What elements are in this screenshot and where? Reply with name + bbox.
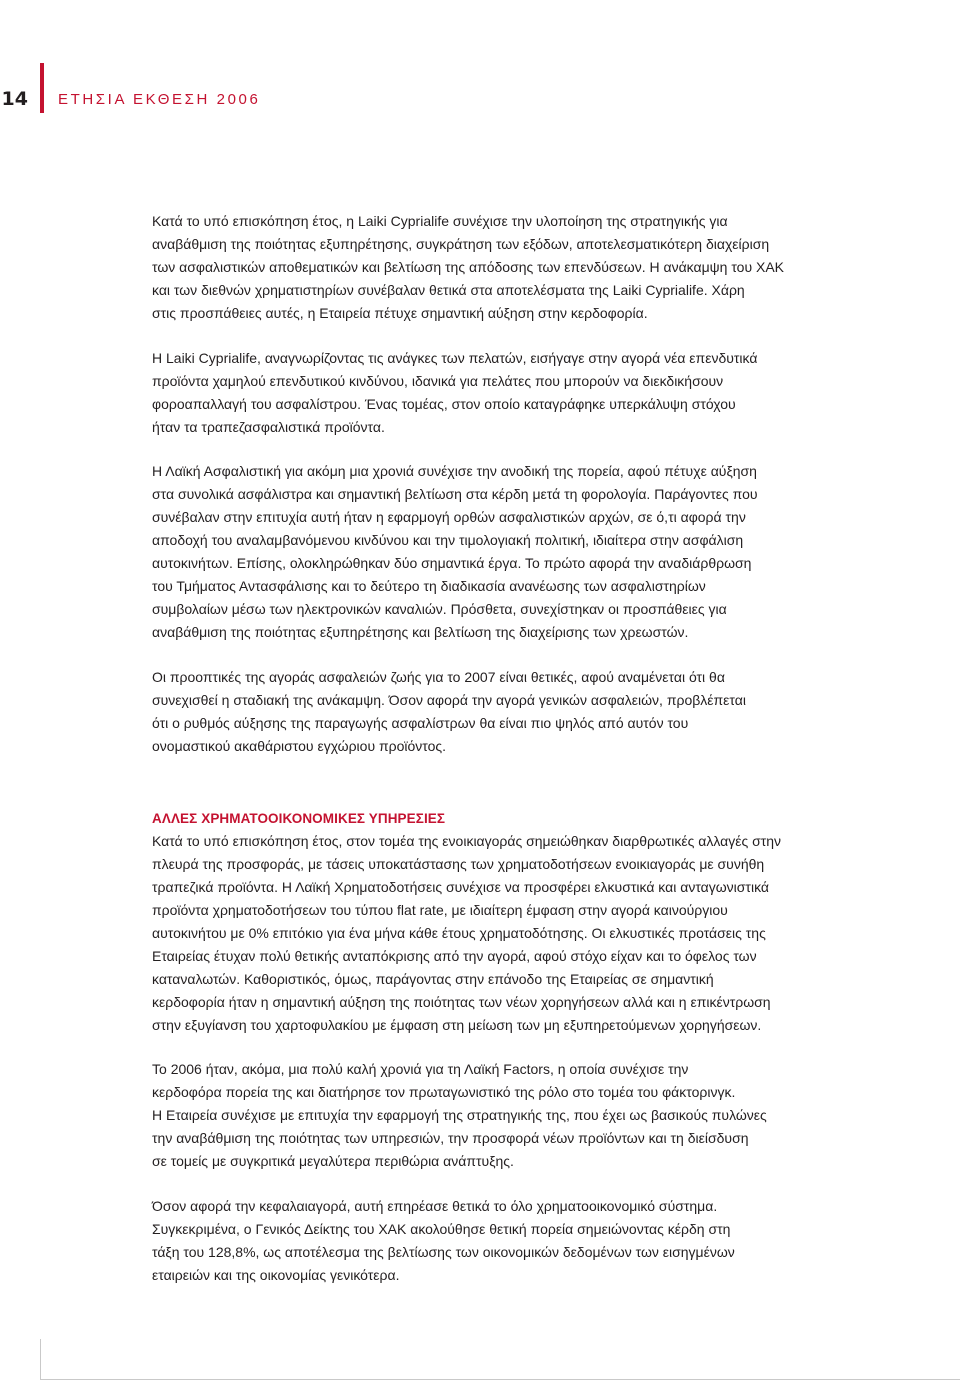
- paragraph: [152, 1058, 864, 1173]
- text-line: Η Laiki Cyprialife, αναγνωρίζοντας τις ανάγκες των πελατών, εισήγαγε στην αγορά νέα επενδυτικά: [152, 350, 758, 366]
- page-number: 14: [1, 88, 28, 110]
- paragraph: [152, 830, 864, 1037]
- paragraph: [152, 210, 864, 325]
- text-line: σε τομείς με συγκριτικά μεγαλύτερα περιθώρια ανάπτυξης.: [152, 1153, 514, 1169]
- text-line: ονομαστικού ακαθάριστου εγχώριου προϊόντος.: [152, 738, 447, 754]
- text-line: Όσον αφορά την κεφαλαιαγορά, αυτή επηρέασε θετικά το όλο χρηματοοικονομικό σύστημα.: [152, 1198, 718, 1214]
- text-line: των ασφαλιστικών αποθεματικών και βελτίωση της απόδοσης των επενδύσεων. Η ανάκαμψη του ΧΑΚ: [152, 259, 785, 275]
- text-line: τραπεζικά προϊόντα. Η Λαϊκή Χρηματοδοτήσεις συνέχισε να προσφέρει ελκυστικά και ανταγωνιστικά: [152, 879, 769, 895]
- page-frame-left-edge: [40, 1339, 41, 1380]
- text-line: Η Εταιρεία συνέχισε με επιτυχία την εφαρμογή της στρατηγικής της, που έχει ως βασικούς πυλώνες: [152, 1107, 767, 1123]
- text-line: ήταν τα τραπεζασφαλιστικά προϊόντα.: [152, 419, 385, 435]
- text-line: Το 2006 ήταν, ακόμα, μια πολύ καλή χρονιά για τη Λαϊκή Factors, η οποία συνέχισε την: [152, 1061, 689, 1077]
- text-line: τάξη του 128,8%, ως αποτέλεσμα της βελτίωσης των οικονομικών δεδομένων των εισηγμένων: [152, 1244, 735, 1260]
- text-line: Εταιρείας έτυχαν πολύ θετικής ανταπόκρισης από την αγορά, αφού στόχο είχαν και το όφελος των: [152, 948, 757, 964]
- text-line: πλευρά της προσφοράς, με τάσεις υποκατάστασης των χρηματοδοτήσεων ενοικιαγοράς με συνήθη: [152, 856, 765, 872]
- text-line: κερδοφόρα πορεία της και διατήρησε τον πρωταγωνιστικό της ρόλο στο τομέα του φάκτορινγκ.: [152, 1084, 736, 1100]
- text-line: φοροαπαλλαγή του ασφαλίστρου. Ένας τομέας, στον οποίο καταγράφηκε υπερκάλυψη στόχου: [152, 396, 736, 412]
- text-line: στις προσπάθειες αυτές, η Εταιρεία πέτυχε σημαντική αύξηση στην κερδοφορία.: [152, 305, 648, 321]
- page-body: [152, 210, 864, 1287]
- text-line: προϊόντα χρηματοδοτήσεων του τύπου flat rate, με ιδιαίτερη έμφαση στην αγορά καινούργιου: [152, 902, 728, 918]
- text-line: του Τμήματος Αντασφάλισης και το δεύτερο τη διαδικασία ανανέωσης των ασφαλιστηρίων: [152, 578, 706, 594]
- text-line: προϊόντα χαμηλού επενδυτικού κινδύνου, ιδανικά για πελάτες που μπορούν να διεκδικήσουν: [152, 373, 724, 389]
- text-line: αναβάθμιση της ποιότητας εξυπηρέτησης, συγκράτηση των εξόδων, αποτελεσματικότερη διαχείριση: [152, 236, 770, 252]
- text-line: συμβολαίων μέσω των ηλεκτρονικών καναλιών. Πρόσθετα, συνεχίστηκαν οι προσπάθειες για: [152, 601, 727, 617]
- text-line: στην εξυγίανση του χαρτοφυλακίου με έμφαση στη μείωση των μη εξυπηρετούμενων χορηγήσεων.: [152, 1017, 762, 1033]
- text-line: Η Λαϊκή Ασφαλιστική για ακόμη μια χρονιά συνέχισε την ανοδική της πορεία, αφού πέτυχε αύξηση: [152, 463, 757, 479]
- text-line: αυτοκινήτων. Επίσης, ολοκληρώθηκαν δύο σημαντικά έργα. Το πρώτο αφορά την αναδιάρθρωση: [152, 555, 752, 571]
- paragraph: [152, 1195, 864, 1287]
- text-line: ότι ο ρυθμός αύξησης της παραγωγής ασφαλίστρων θα είναι πιο ψηλός από αυτόν του: [152, 715, 689, 731]
- text-line: Συγκεκριμένα, ο Γενικός Δείκτης του ΧΑΚ ακολούθησε θετική πορεία σημειώνοντας κέρδη στη: [152, 1221, 731, 1237]
- text-line: συνέβαλαν στην επιτυχία αυτή ήταν η εφαρμογή ορθών ασφαλιστικών αρχών, σε ό,τι αφορά την: [152, 509, 746, 525]
- header-accent-rule: [40, 63, 44, 113]
- text-line: στα συνολικά ασφάλιστρα και σημαντική βελτίωση στα κέρδη μετά τη φορολογία. Παράγοντες που: [152, 486, 758, 502]
- section-heading: ΑΛΛΕΣ ΧΡΗΜΑΤΟΟΙΚΟΝΟΜΙΚΕΣ ΥΠΗΡΕΣΙΕΣ: [152, 811, 446, 826]
- paragraph: [152, 460, 864, 644]
- text-line: Οι προοπτικές της αγοράς ασφαλειών ζωής για το 2007 είναι θετικές, αφού αναμένεται ότι θα: [152, 669, 725, 685]
- text-line: αναβάθμιση της ποιότητας εξυπηρέτησης και βελτίωση της διαχείρισης των χρεωστών.: [152, 624, 689, 640]
- text-line: Κατά το υπό επισκόπηση έτος, η Laiki Cyprialife συνέχισε την υλοποίηση της στρατηγικής για: [152, 213, 728, 229]
- text-line: εταιρειών και της οικονομίας γενικότερα.: [152, 1267, 400, 1283]
- paragraph: [152, 666, 864, 758]
- text-line: καταναλωτών. Καθοριστικός, όμως, παράγοντας στην επάνοδο της Εταιρείας σε σημαντική: [152, 971, 714, 987]
- text-line: αποδοχή του αναλαμβανόμενου κινδύνου και την τιμολογιακή πολιτική, ιδιαίτερα στην ασφάλιση: [152, 532, 744, 548]
- text-line: κερδοφορία ήταν η σημαντική αύξηση της ποιότητας των νέων χορηγήσεων αλλά και η επικέντρωση: [152, 994, 771, 1010]
- paragraph: [152, 347, 864, 439]
- running-header-title: ΕΤΗΣΙΑ ΕΚΘΕΣΗ 2006: [58, 91, 261, 108]
- text-line: Κατά το υπό επισκόπηση έτος, στον τομέα της ενοικιαγοράς σημειώθηκαν διαρθρωτικές αλλαγές στην: [152, 833, 782, 849]
- text-line: συνεχισθεί η σταδιακή της ανάκαμψη. Όσον αφορά την αγορά γενικών ασφαλειών, προβλέπεται: [152, 692, 746, 708]
- text-line: την αναβάθμιση της ποιότητας των υπηρεσιών, την προσφορά νέων προϊόντων και τη διείσδυση: [152, 1130, 749, 1146]
- text-line: αυτοκινήτου με 0% επιτόκιο για ένα μήνα κάθε έτους χρηματοδότησης. Οι ελκυστικές προτάσεις της: [152, 925, 766, 941]
- text-line: και των διεθνών χρηματιστηρίων συνέβαλαν θετικά στα αποτελέσματα της Laiki Cyprialife. Χάρη: [152, 282, 745, 298]
